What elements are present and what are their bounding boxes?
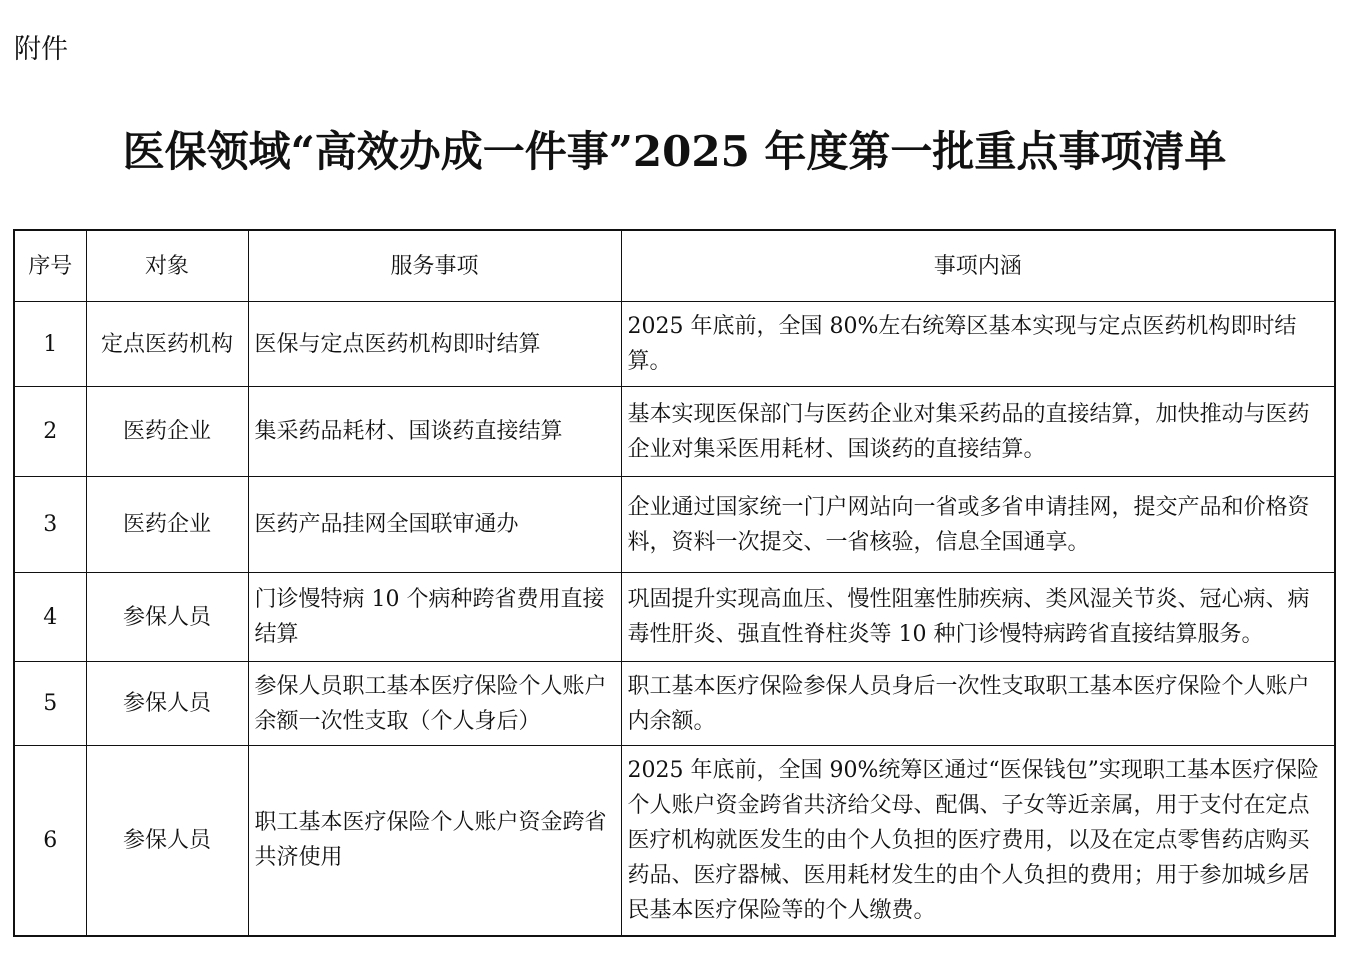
row-target: 定点医药机构 <box>86 302 248 387</box>
row-number: 1 <box>14 302 86 387</box>
table-row <box>14 573 1335 662</box>
row-service: 参保人员职工基本医疗保险个人账户余额一次性支取（个人身后） <box>248 662 621 746</box>
row-content: 2025 年底前，全国 90%统筹区通过“医保钱包”实现职工基本医疗保险个人账户资金跨省共济给父母、配偶、子女等近亲属，用于支付在定点医疗机构就医发生的由个人负担的医疗费用，以及在定点零售药店购买药品、医疗器械、医用耗材发生的由个人负担的费用；用于参加城乡居民基本医疗保险等的个人缴费。 <box>621 746 1335 936</box>
row-target: 医药企业 <box>86 387 248 477</box>
row-target: 医药企业 <box>86 477 248 573</box>
row-content: 2025 年底前，全国 80%左右统筹区基本实现与定点医药机构即时结算。 <box>621 302 1335 387</box>
row-target: 参保人员 <box>86 573 248 662</box>
row-number: 5 <box>14 662 86 746</box>
row-number: 3 <box>14 477 86 573</box>
table-row <box>14 477 1335 573</box>
table-row <box>14 746 1335 936</box>
row-service: 职工基本医疗保险个人账户资金跨省共济使用 <box>248 746 621 936</box>
row-service: 医保与定点医药机构即时结算 <box>248 302 621 387</box>
row-target: 参保人员 <box>86 746 248 936</box>
column-header-target: 对象 <box>86 230 248 302</box>
row-service: 门诊慢特病 10 个病种跨省费用直接结算 <box>248 573 621 662</box>
document-title: 医保领域“高效办成一件事”2025 年度第一批重点事项清单 <box>122 127 1227 176</box>
column-header-service: 服务事项 <box>248 230 621 302</box>
row-service: 医药产品挂网全国联审通办 <box>248 477 621 573</box>
table-header-row <box>14 230 1335 302</box>
table-row <box>14 387 1335 477</box>
row-content: 职工基本医疗保险参保人员身后一次性支取职工基本医疗保险个人账户内余额。 <box>621 662 1335 746</box>
row-service: 集采药品耗材、国谈药直接结算 <box>248 387 621 477</box>
attachment-label: 附件 <box>14 34 68 65</box>
row-content: 企业通过国家统一门户网站向一省或多省申请挂网，提交产品和价格资料，资料一次提交、一省核验，信息全国通享。 <box>621 477 1335 573</box>
key-items-table <box>13 229 1336 937</box>
table-row <box>14 662 1335 746</box>
table-row <box>14 302 1335 387</box>
row-number: 2 <box>14 387 86 477</box>
row-number: 6 <box>14 746 86 936</box>
row-target: 参保人员 <box>86 662 248 746</box>
row-content: 巩固提升实现高血压、慢性阻塞性肺疾病、类风湿关节炎、冠心病、病毒性肝炎、强直性脊柱炎等 10 种门诊慢特病跨省直接结算服务。 <box>621 573 1335 662</box>
column-header-number: 序号 <box>14 230 86 302</box>
row-content: 基本实现医保部门与医药企业对集采药品的直接结算，加快推动与医药企业对集采医用耗材、国谈药的直接结算。 <box>621 387 1335 477</box>
column-header-content: 事项内涵 <box>621 230 1335 302</box>
row-number: 4 <box>14 573 86 662</box>
